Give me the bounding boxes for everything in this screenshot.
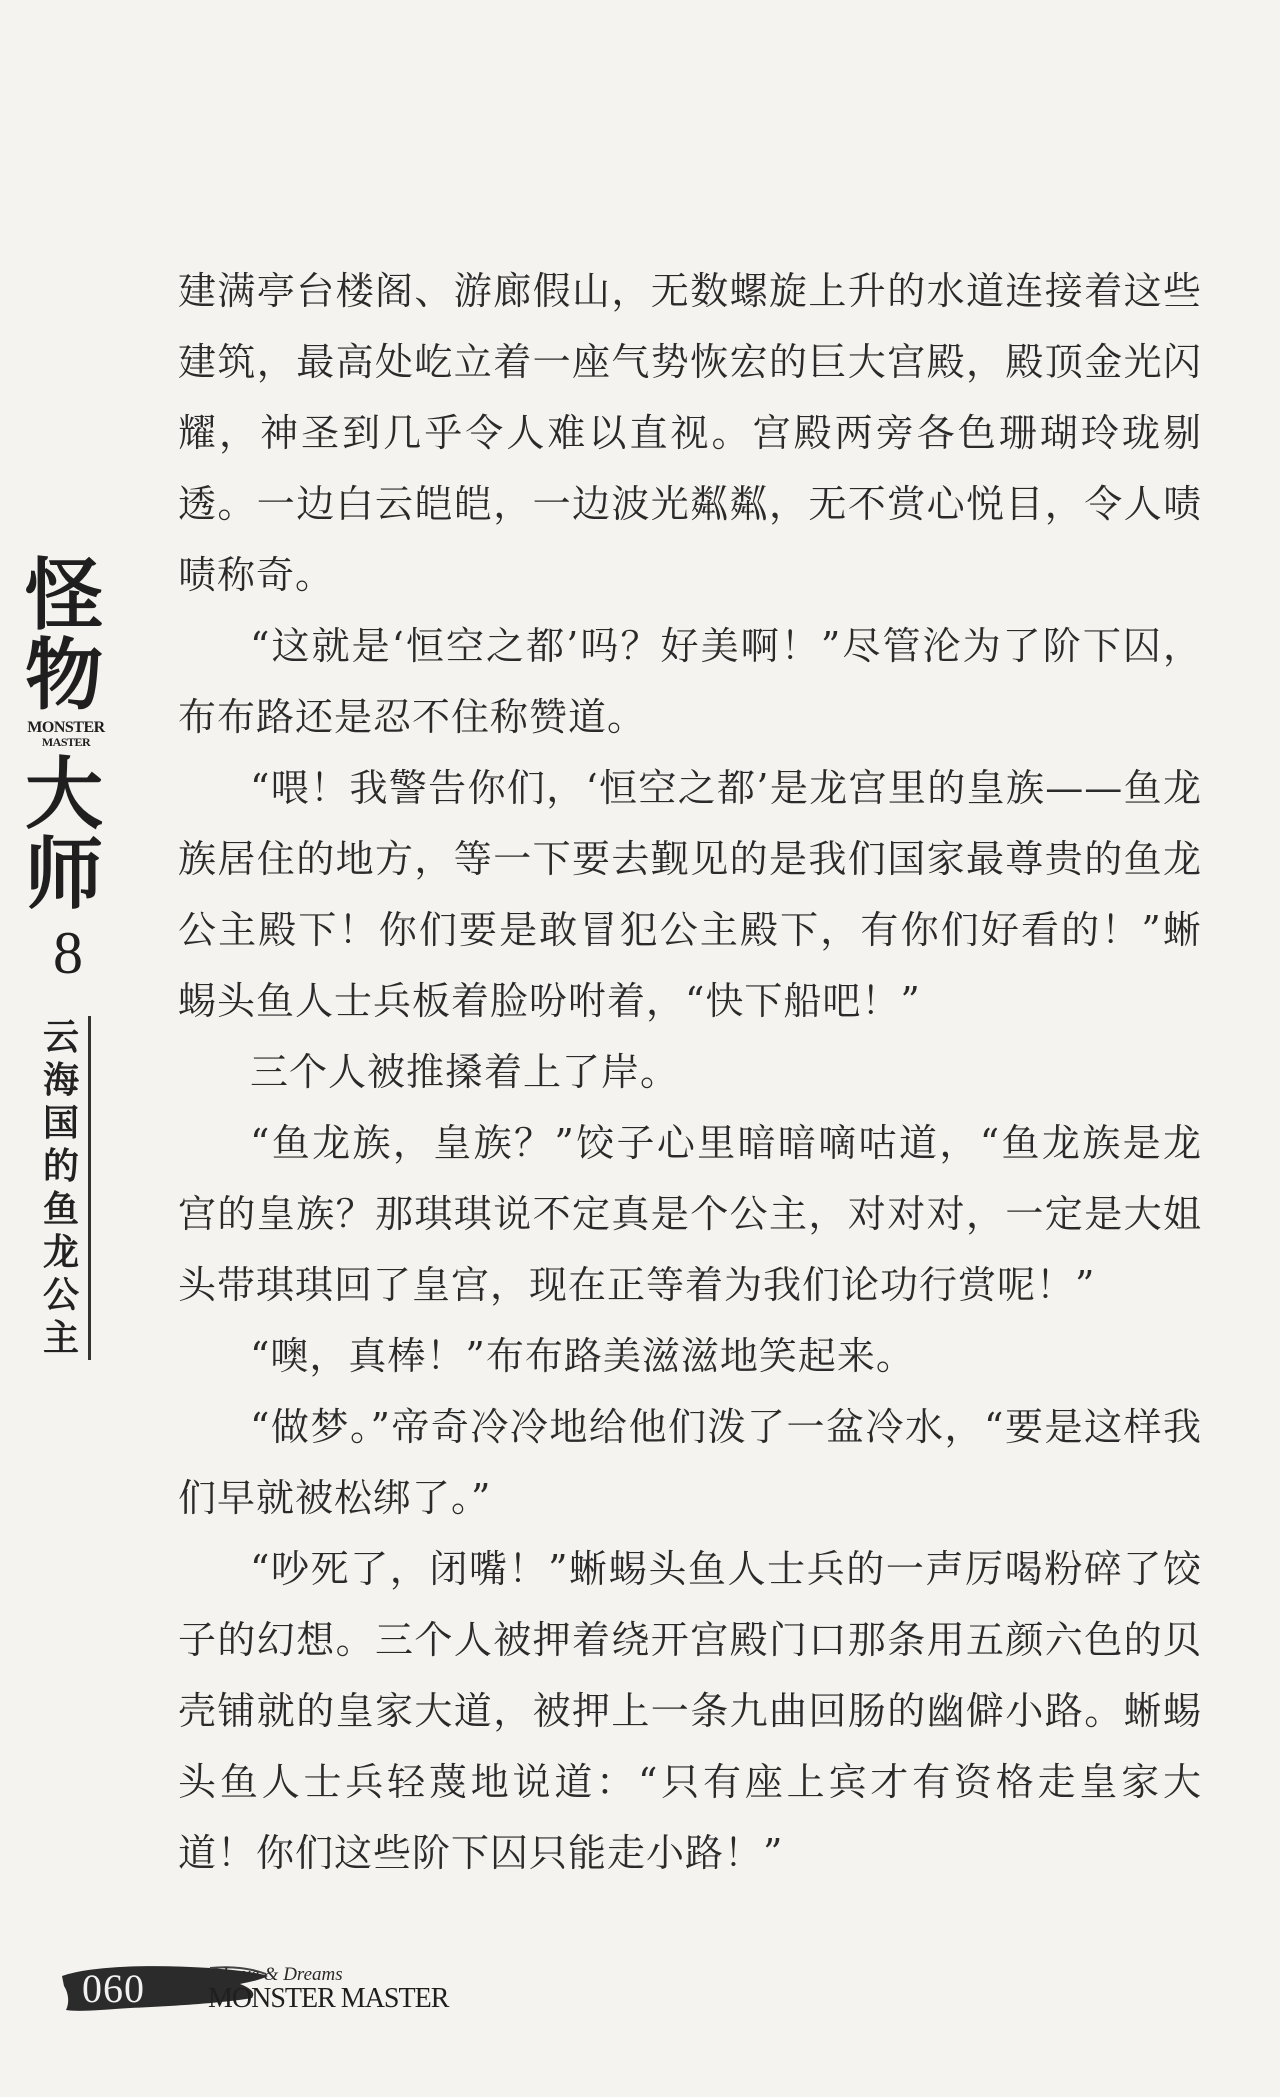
volume-subtitle bbox=[36, 1016, 91, 1360]
body-text bbox=[178, 256, 1202, 1889]
paragraph: 建满亭台楼阁、游廊假山，无数螺旋上升的水道连接着这些建筑，最高处屹立着一座气势恢宏的巨大宫殿，殿顶金光闪耀，神圣到几乎令人难以直视。宫殿两旁各色珊瑚玲珑剔透。一边白云皑皑，一边波光粼粼，无不赏心悦目，令人啧啧称奇。 bbox=[178, 269, 1202, 597]
series-latin-line1: MONSTER bbox=[27, 719, 105, 736]
paragraph: “做梦。”帝奇冷冷地给他们泼了一盆冷水，“要是这样我们早就被松绑了。” bbox=[178, 1405, 1202, 1520]
page-footer bbox=[60, 1956, 460, 2026]
series-title-part2: 大师 bbox=[24, 750, 103, 920]
subtitle-char: 的 bbox=[42, 1146, 79, 1187]
paragraph: “这就是‘恒空之都’吗？好美啊！”尽管沦为了阶下囚，布布路还是忍不住称赞道。 bbox=[178, 624, 1202, 739]
subtitle-char: 鱼 bbox=[42, 1189, 79, 1230]
subtitle-char: 云 bbox=[42, 1017, 79, 1058]
series-spine-mark bbox=[14, 551, 118, 991]
subtitle-char: 主 bbox=[42, 1318, 79, 1359]
volume-number: 8 bbox=[53, 920, 83, 986]
series-latin-logo bbox=[14, 720, 118, 749]
footer-series-title: MONSTER MASTER bbox=[208, 1983, 449, 2014]
footer-tagline: Love & Dreams bbox=[222, 1964, 343, 1985]
paragraph: “噢，真棒！”布布路美滋滋地笑起来。 bbox=[250, 1334, 915, 1378]
paragraph: 三个人被推搡着上了岸。 bbox=[250, 1050, 680, 1094]
series-latin-line2: MASTER bbox=[41, 735, 91, 749]
subtitle-char: 龙 bbox=[42, 1232, 79, 1273]
subtitle-char: 海 bbox=[42, 1060, 79, 1101]
subtitle-char: 国 bbox=[42, 1103, 79, 1144]
series-title-part1: 怪物 bbox=[24, 551, 103, 721]
paragraph: “鱼龙族，皇族？”饺子心里暗暗嘀咕道，“鱼龙族是龙宫的皇族？那琪琪说不定真是个公主，对对对，一定是大姐头带琪琪回了皇宫，现在正等着为我们论功行赏呢！” bbox=[178, 1121, 1202, 1307]
paragraph: “喂！我警告你们，‘恒空之都’是龙宫里的皇族——鱼龙族居住的地方，等一下要去觐见的是我们国家最尊贵的鱼龙公主殿下！你们要是敢冒犯公主殿下，有你们好看的！”蜥蜴头鱼人士兵板着脸吩咐着，“快下船吧！” bbox=[178, 766, 1202, 1023]
paragraph: “吵死了，闭嘴！”蜥蜴头鱼人士兵的一声厉喝粉碎了饺子的幻想。三个人被押着绕开宫殿门口那条用五颜六色的贝壳铺就的皇家大道，被押上一条九曲回肠的幽僻小路。蜥蜴头鱼人士兵轻蔑地说道：“只有座上宾才有资格走皇家大道！你们这些阶下囚只能走小路！” bbox=[178, 1547, 1202, 1875]
subtitle-char: 公 bbox=[42, 1275, 79, 1316]
page-number: 060 bbox=[82, 1966, 145, 2011]
